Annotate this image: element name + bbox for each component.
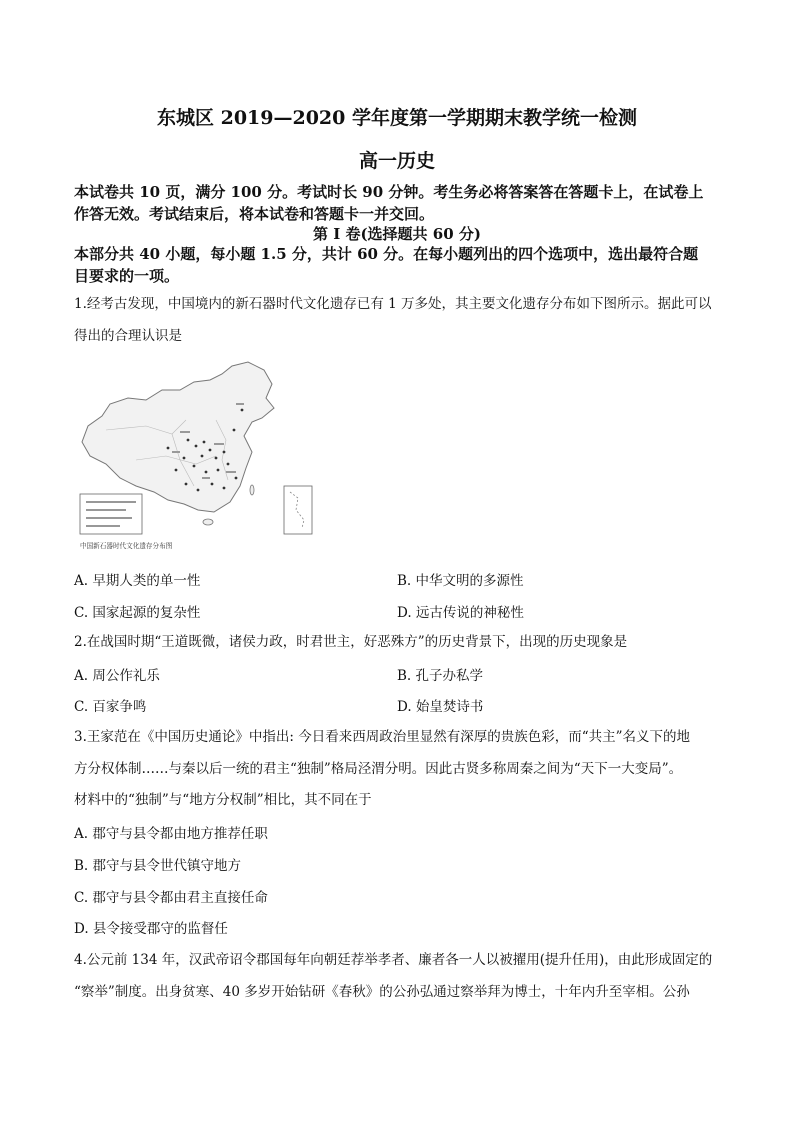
q2-option-a: A. 周公作礼乐 [74, 668, 160, 684]
map-caption: 中国新石器时代文化遗存分布图 [80, 542, 173, 550]
q1-option-d: D. 远古传说的神秘性 [397, 605, 524, 621]
neolithic-sites-map [76, 360, 316, 552]
instructions-line-2: 作答无效。考试结束后，将本试卷和答题卡一并交回。 [74, 205, 435, 223]
q2-stem-line-1: 2.在战国时期“王道既微，诸侯力政，时君世主，好恶殊方”的历史背景下，出现的历史现象是 [74, 634, 628, 650]
q3-option-c: C. 郡守与县令都由君主直接任命 [74, 890, 268, 906]
china-map-image [76, 360, 316, 552]
q2-option-c: C. 百家争鸣 [74, 699, 147, 715]
q3-stem-line-2: 方分权体制……与秦以后一统的君主“独制”格局泾渭分明。因此古贤多称周秦之间为“天下一大变局”。 [74, 761, 683, 777]
q1-option-b: B. 中华文明的多源性 [397, 573, 524, 589]
instructions-line-1: 本试卷共 10 页，满分 100 分。考试时长 90 分钟。考生务必将答案答在答题卡上，在试卷上 [74, 183, 704, 201]
exam-title: 东城区 2019—2020 学年度第一学期期末教学统一检测 [157, 107, 637, 129]
q3-option-a: A. 郡守与县令都由地方推荐任职 [74, 826, 268, 842]
q1-stem-line-2: 得出的合理认识是 [74, 328, 182, 344]
q1-option-a: A. 早期人类的单一性 [74, 573, 201, 589]
section-desc-line-2: 目要求的一项。 [74, 267, 180, 285]
map-legend [80, 494, 142, 534]
section-title: 第 I 卷(选择题共 60 分) [313, 225, 481, 243]
section-desc-line-1: 本部分共 40 小题，每小题 1.5 分，共计 60 分。在每小题列出的四个选项中，选出最符合题 [74, 245, 699, 263]
south-china-sea-inset [284, 486, 312, 534]
q3-option-b: B. 郡守与县令世代镇守地方 [74, 858, 242, 874]
q2-option-d: D. 始皇焚诗书 [397, 699, 484, 715]
q4-stem-line-2: “察举”制度。出身贫寒、40 多岁开始钻研《春秋》的公孙弘通过察举拜为博士，十年内升至宰相。公孙 [74, 984, 690, 1000]
china-outline [82, 362, 274, 512]
q3-stem-line-1: 3.王家范在《中国历史通论》中指出: 今日看来西周政治里显然有深厚的贵族色彩，而“共主”名义下的地 [74, 729, 691, 745]
q2-option-b: B. 孔子办私学 [397, 668, 484, 684]
q3-stem-line-3: 材料中的“独制”与“地方分权制”相比，其不同在于 [74, 792, 372, 808]
q1-option-c: C. 国家起源的复杂性 [74, 605, 201, 621]
exam-subject: 高一历史 [358, 150, 435, 172]
q4-stem-line-1: 4.公元前 134 年，汉武帝诏令郡国每年向朝廷荐举孝者、廉者各一人以被擢用(提升任用)，由此形成固定的 [74, 952, 713, 968]
q3-option-d: D. 县令接受郡守的监督任 [74, 921, 228, 937]
q1-stem-line-1: 1.经考古发现，中国境内的新石器时代文化遗存已有 1 万多处，其主要文化遗存分布如下图所示。据此可以 [74, 296, 712, 312]
